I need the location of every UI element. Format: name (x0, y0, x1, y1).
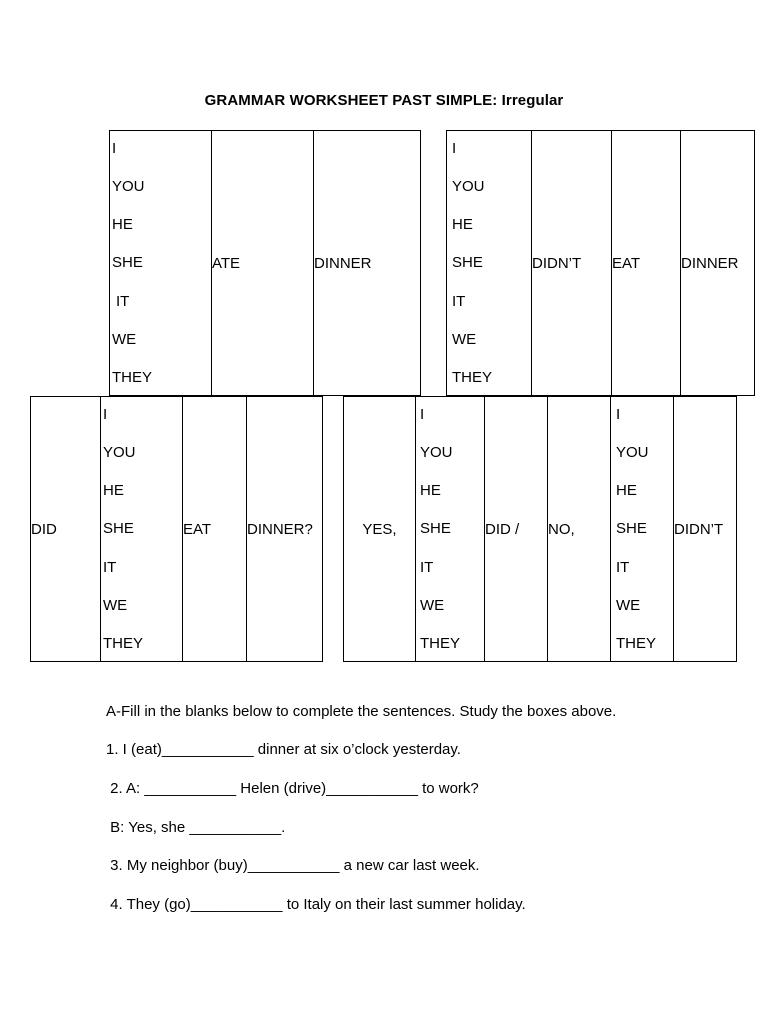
pronoun: HE (616, 482, 637, 500)
pronoun: IT (116, 292, 130, 310)
exercise-item: 3. My neighbor (buy)___________ a new car last week. (106, 857, 480, 874)
pronoun: THEY (616, 634, 657, 652)
didnt-cell: DIDN’T (674, 397, 737, 662)
object-cell: DINNER? (247, 397, 323, 662)
pronoun: WE (103, 596, 128, 614)
pronoun: I (112, 140, 117, 157)
pronoun: YOU (112, 178, 145, 196)
pronoun: SHE (616, 520, 647, 538)
pronoun: HE (420, 482, 441, 500)
pronoun: I (616, 406, 621, 423)
pronoun: WE (112, 330, 137, 348)
pronoun: SHE (452, 254, 483, 272)
pronoun: SHE (103, 520, 134, 538)
pronoun: IT (420, 558, 434, 576)
pronoun: THEY (103, 634, 144, 652)
pronoun: THEY (452, 368, 493, 386)
did-cell: DID / (485, 397, 548, 662)
verb-cell: EAT (183, 397, 247, 662)
pronoun-column (447, 131, 532, 396)
exercise-item: B: Yes, she ___________. (106, 819, 286, 836)
pronoun: IT (452, 292, 466, 310)
verb-cell: ATE (212, 131, 314, 396)
pronoun: WE (452, 330, 477, 348)
pronoun: THEY (112, 368, 153, 386)
pronoun: HE (452, 216, 473, 234)
pronoun: SHE (420, 520, 451, 538)
exercise-item: 4. They (go)___________ to Italy on their last summer holiday. (106, 896, 526, 913)
negative-table (446, 130, 755, 396)
pronoun: YOU (452, 178, 485, 196)
exercise-instruction: A-Fill in the blanks below to complete the sentences. Study the boxes above. (106, 703, 617, 720)
pronoun: YOU (616, 444, 649, 462)
verb-cell: EAT (612, 131, 681, 396)
pronoun-list (101, 405, 182, 653)
short-answers-table (343, 396, 737, 662)
pronoun-list (611, 405, 673, 653)
exercise-item: 2. A: ___________ Helen (drive)___________ to work? (106, 780, 479, 797)
aux-cell: DIDN’T (532, 131, 612, 396)
pronoun: I (420, 406, 425, 423)
pronoun-column (110, 131, 212, 396)
pronoun: YOU (420, 444, 453, 462)
yes-cell: YES, (344, 397, 416, 662)
pronoun: YOU (103, 444, 136, 462)
pronoun-list (110, 139, 211, 387)
pronoun: WE (616, 596, 641, 614)
pronoun: IT (103, 558, 117, 576)
affirmative-table (109, 130, 421, 396)
pronoun-list (447, 139, 531, 387)
pronoun: I (103, 406, 108, 423)
pronoun: I (452, 140, 457, 157)
pronoun: HE (112, 216, 133, 234)
pronoun: SHE (112, 254, 143, 272)
object-cell: DINNER (681, 131, 755, 396)
pronoun-column (101, 397, 183, 662)
worksheet-title: GRAMMAR WORKSHEET PAST SIMPLE: Irregular (204, 92, 564, 109)
aux-cell: DID (31, 397, 101, 662)
pronoun: WE (420, 596, 445, 614)
pronoun: THEY (420, 634, 461, 652)
pronoun-column (416, 397, 485, 662)
exercise-item: 1. I (eat)___________ dinner at six o’clock yesterday. (106, 741, 461, 758)
pronoun: IT (616, 558, 630, 576)
question-table (30, 396, 323, 662)
pronoun-list (416, 405, 484, 653)
object-cell: DINNER (314, 131, 421, 396)
pronoun: HE (103, 482, 124, 500)
no-cell: NO, (548, 397, 611, 662)
pronoun-column (611, 397, 674, 662)
